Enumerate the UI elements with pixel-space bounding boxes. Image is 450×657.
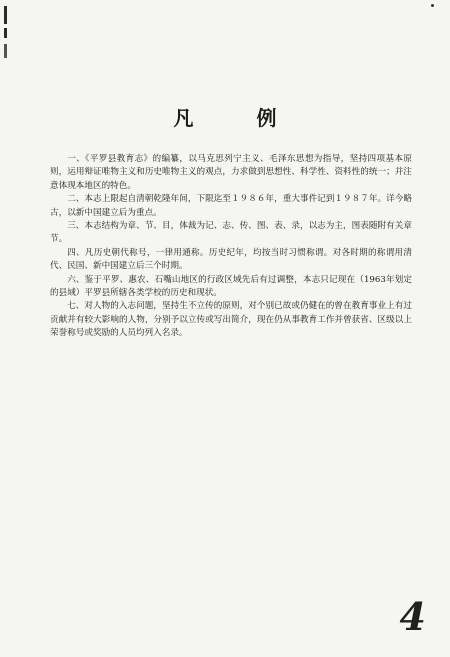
paragraph-4: 四、凡历史朝代称号，一律用通称。历史纪年，均按当时习惯称谓。对各时期的称谓用清代、民国、新中国建立后三个时期。 — [50, 247, 412, 272]
scan-speck — [431, 4, 434, 7]
paragraph-1: 一、《平罗县教育志》的编纂，以马克思列宁主义、毛泽东思想为指导，坚持四项基本原则，运用辩证唯物主义和历史唯物主义的观点，力求做到思想性、科学性、资料性的统一；并注意体现本地区的特色。 — [50, 154, 412, 191]
page-title: 凡 例 — [173, 106, 305, 130]
scan-edge-mark — [4, 6, 7, 24]
paragraph-6: 六、鉴于平罗、惠农、石嘴山地区的行政区域先后有过调整，本志只记现在（1963年划定的县域）平罗县所辖各类学校的历史和现状。 — [50, 274, 412, 299]
paragraph-7: 七、对人物的入志问题，坚持生不立传的原则，对个别已故或仍健在的曾在教育事业上有过贡献并有较大影响的人物，分别予以立传或写出简介，现在仍从事教育工作并曾获省、区级以上荣誉称号或奖励的人员均列入名录。 — [50, 301, 412, 339]
scan-edge-mark — [4, 28, 7, 38]
page-number: 4 — [399, 594, 426, 639]
body-text — [50, 153, 412, 341]
scan-edge-mark — [4, 44, 7, 58]
paragraph-3: 三、本志结构为章、节、目，体裁为记、志、传、图、表、录，以志为主，图表随附有关章节。 — [50, 221, 412, 245]
paragraph-2: 二、本志上限起自清朝乾隆年间，下限迄至１９８６年，重大事件记到１９８７年。详今略古，以新中国建立后为重点。 — [50, 194, 412, 218]
